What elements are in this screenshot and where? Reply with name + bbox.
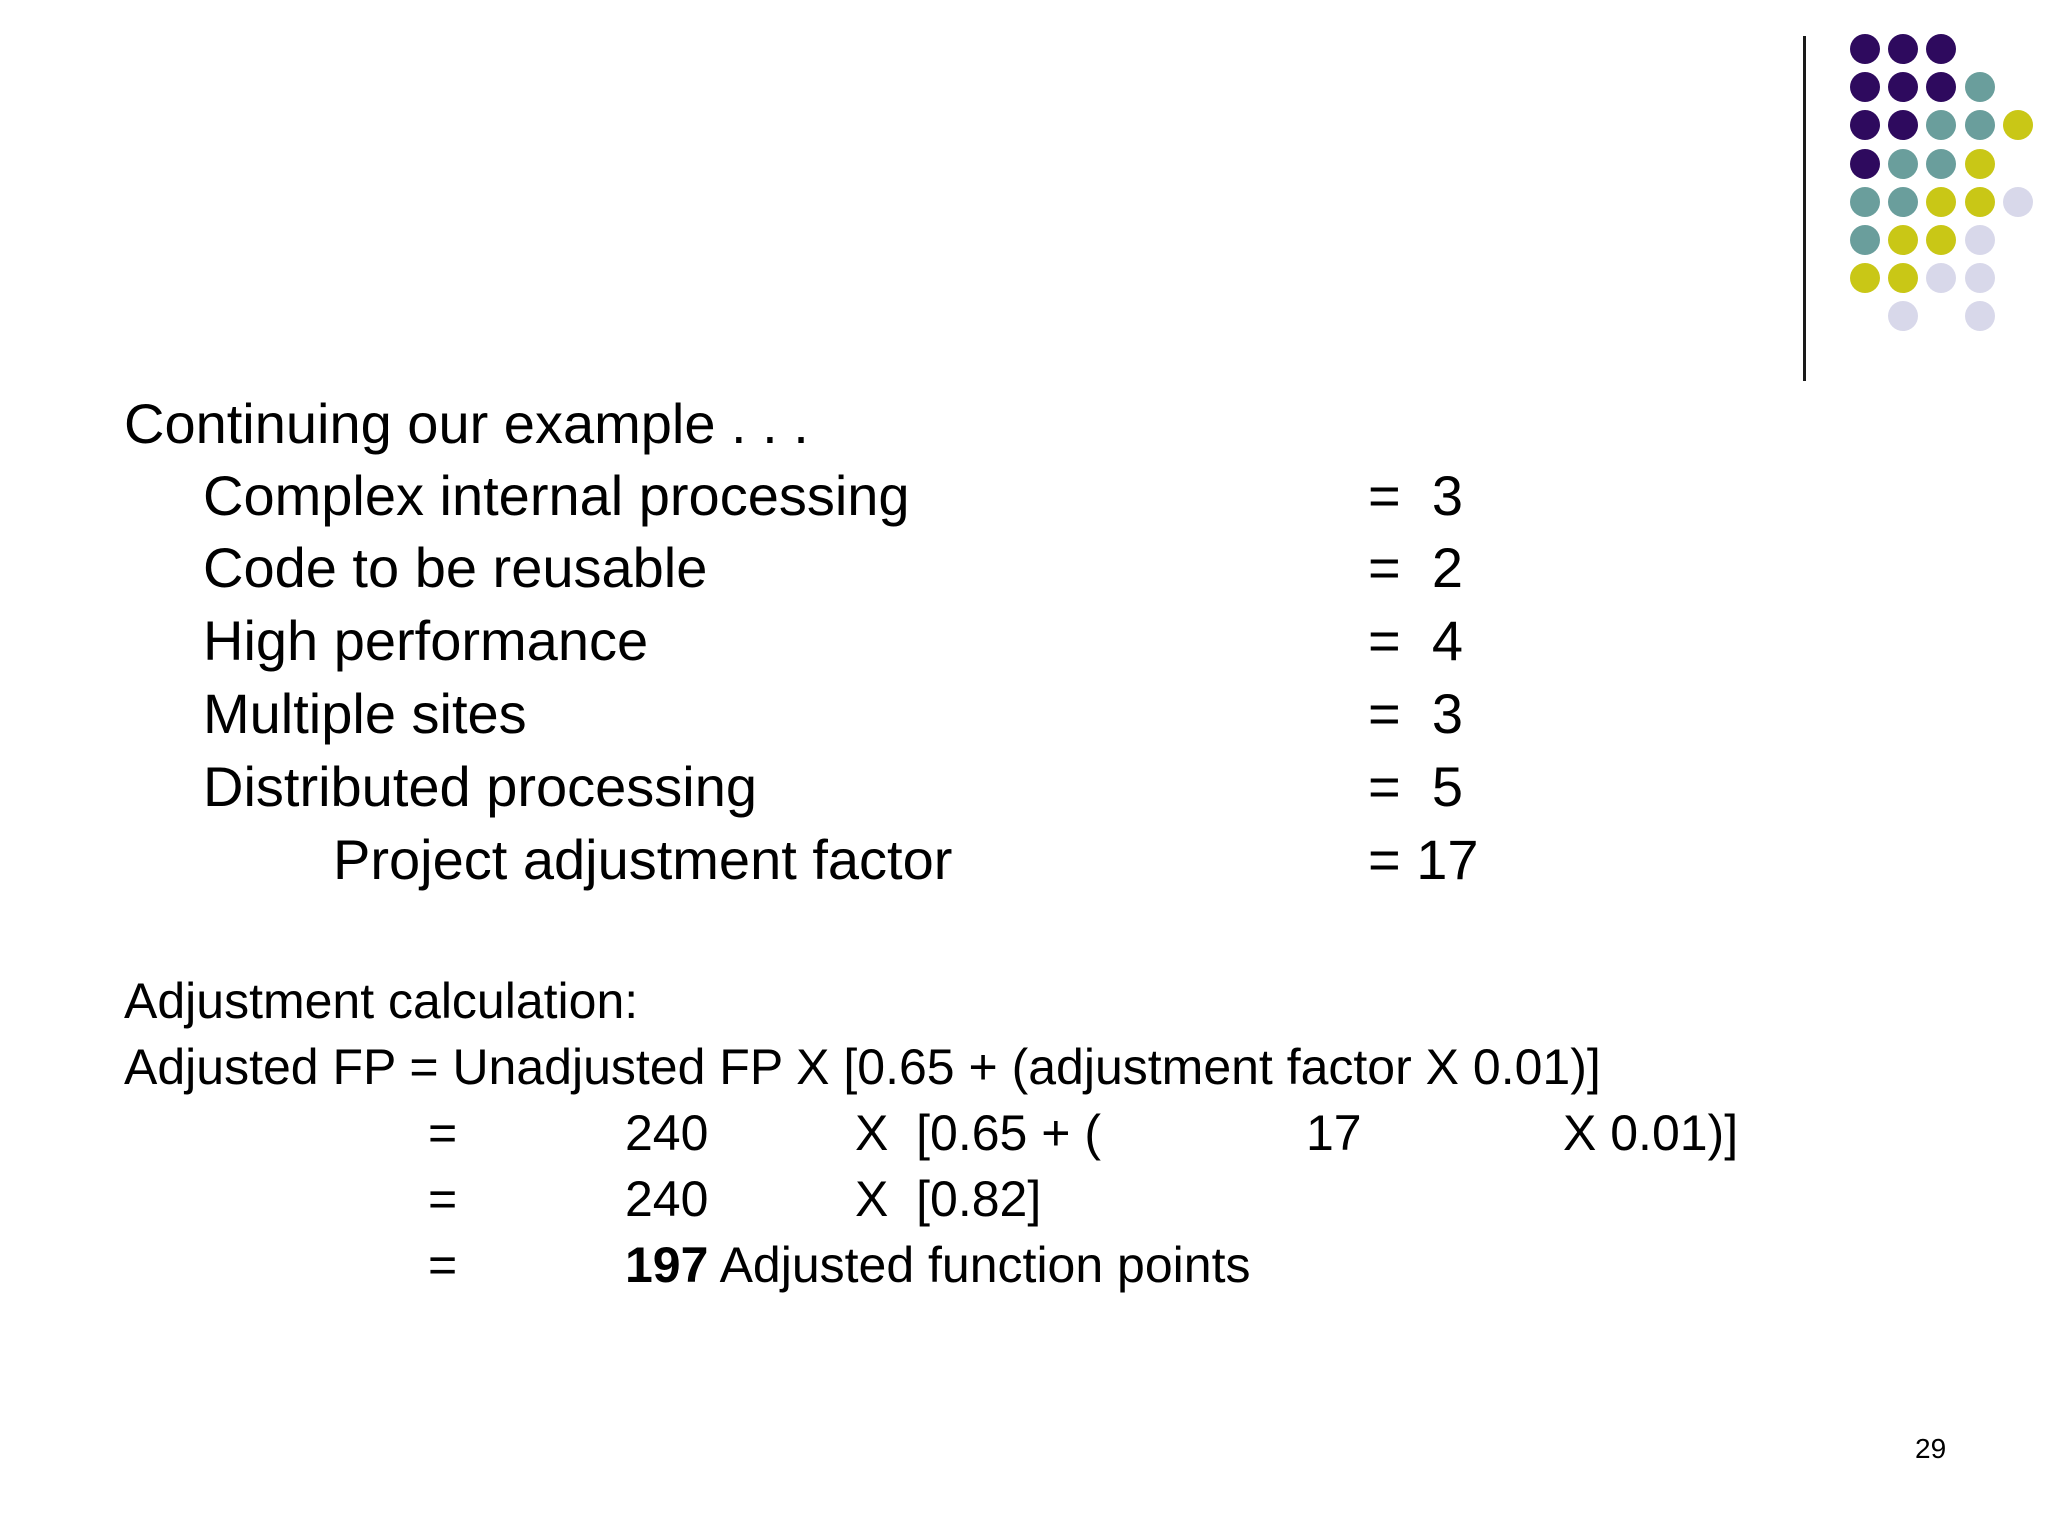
decorative-dot xyxy=(1965,225,1995,255)
decorative-dot xyxy=(1888,72,1918,102)
calc-heading: Adjustment calculation: xyxy=(124,973,639,1029)
decorative-dot xyxy=(1850,34,1880,64)
decorative-dot xyxy=(2003,110,2033,140)
decorative-dot xyxy=(1850,72,1880,102)
decorative-dot xyxy=(1926,225,1956,255)
divider-line xyxy=(1803,36,1806,381)
total-label: Project adjustment factor xyxy=(333,828,953,891)
decorative-dot xyxy=(1926,110,1956,140)
decorative-dot xyxy=(1965,301,1995,331)
decorative-dot xyxy=(1888,110,1918,140)
decorative-dot xyxy=(1965,149,1995,179)
decorative-dot xyxy=(1965,110,1995,140)
factor-label: Distributed processing xyxy=(203,755,758,818)
factor-value: = 3 xyxy=(1368,464,1463,527)
step1-unadjusted: 240 xyxy=(625,1105,709,1161)
decorative-dot xyxy=(1926,263,1956,293)
page-number: 29 xyxy=(1915,1433,1947,1464)
factor-label: Complex internal processing xyxy=(203,464,910,527)
factor-label: Multiple sites xyxy=(203,682,527,745)
decorative-dot xyxy=(1965,187,1995,217)
result-value: 197 xyxy=(625,1237,709,1293)
decorative-dot xyxy=(1888,34,1918,64)
decorative-dot xyxy=(1850,263,1880,293)
decorative-dot xyxy=(1926,187,1956,217)
factor-value: = 4 xyxy=(1368,609,1463,672)
step2-equals: = xyxy=(428,1171,458,1227)
factor-value: = 5 xyxy=(1368,755,1463,818)
step2-unadjusted: 240 xyxy=(625,1171,709,1227)
step3-equals: = xyxy=(428,1237,458,1293)
decorative-dot xyxy=(1888,225,1918,255)
decorative-dot xyxy=(1926,34,1956,64)
decorative-dot xyxy=(1850,187,1880,217)
decorative-dot xyxy=(1850,110,1880,140)
decorative-dot xyxy=(2003,187,2033,217)
decorative-dot xyxy=(1850,149,1880,179)
decorative-dot xyxy=(1965,263,1995,293)
factor-value: = 2 xyxy=(1368,536,1463,599)
decorative-dot xyxy=(1850,225,1880,255)
factor-value: = 3 xyxy=(1368,682,1463,745)
factor-label: Code to be reusable xyxy=(203,536,708,599)
step1-equals: = xyxy=(428,1105,458,1161)
step1-factor: 17 xyxy=(1306,1105,1362,1161)
intro-text: Continuing our example . . . xyxy=(124,392,809,455)
decorative-dot xyxy=(1888,187,1918,217)
result-label: Adjusted function points xyxy=(708,1237,1251,1293)
decorative-dot xyxy=(1965,72,1995,102)
decorative-dot xyxy=(1926,149,1956,179)
step1-multiplier: X [0.65 + ( xyxy=(855,1105,1101,1161)
decorative-dot xyxy=(1888,263,1918,293)
factor-label: High performance xyxy=(203,609,649,672)
step2-multiplier: X [0.82] xyxy=(855,1171,1042,1227)
decorative-dot xyxy=(1888,301,1918,331)
step3-result-line xyxy=(625,1237,1251,1293)
step1-end: X 0.01)] xyxy=(1563,1105,1739,1161)
formula: Adjusted FP = Unadjusted FP X [0.65 + (adjustment factor X 0.01)] xyxy=(124,1039,1601,1095)
total-value: = 17 xyxy=(1368,828,1479,891)
decorative-dot xyxy=(1926,72,1956,102)
decorative-dot xyxy=(1888,149,1918,179)
